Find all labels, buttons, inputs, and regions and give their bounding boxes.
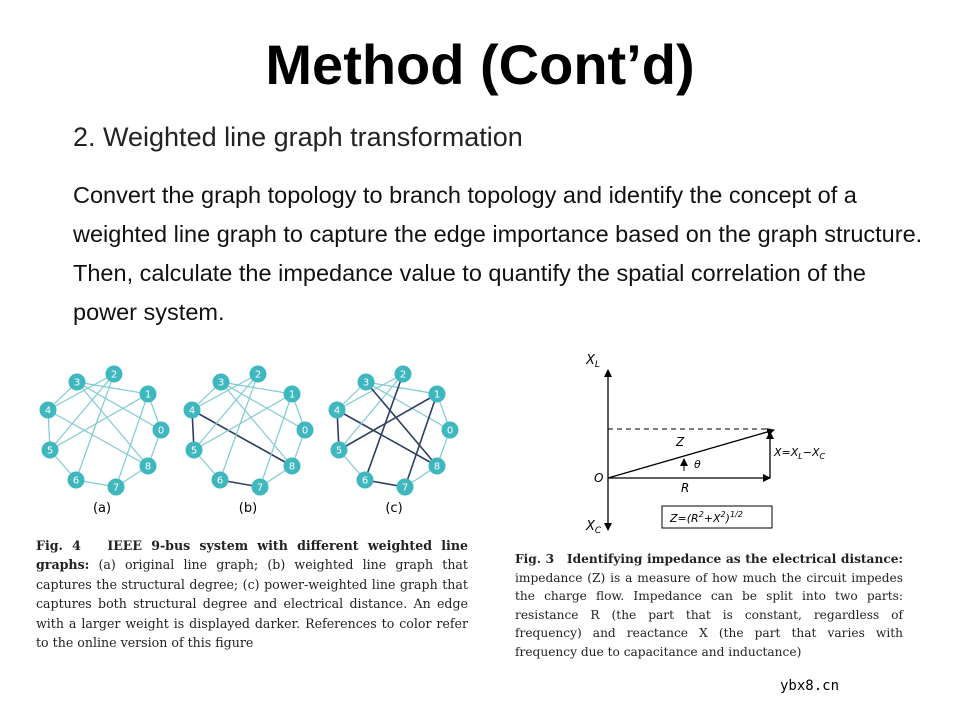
section-subtitle: 2. Weighted line graph transformation [73, 122, 523, 152]
slide-title: Method (Cont’d) [265, 33, 695, 96]
graph-node-label: 1 [144, 389, 152, 401]
graph-node [108, 479, 125, 496]
graph-node [395, 366, 412, 383]
figure-4-caption [36, 536, 468, 652]
graph-node-label: 7 [112, 482, 120, 494]
theta-label: θ [694, 458, 701, 471]
graph-node-label: 3 [217, 377, 225, 389]
graph-node-label: 2 [399, 369, 407, 381]
graph-node-label: 6 [72, 475, 80, 487]
graph-node [106, 366, 123, 383]
graph-node-label: 3 [362, 377, 370, 389]
panel-label-b: (b) [238, 501, 258, 516]
graph-edge [260, 394, 292, 487]
graph-node-label: 0 [157, 425, 165, 437]
graph-node [284, 386, 301, 403]
graph-node [212, 472, 229, 489]
fig3-caption-text: impedance (Z) is a measure of how much the circuit impedes the charge flow. Impedance can be split into two parts: resistance R (the part that is constant, regardless of frequency) and reactance X (the part that varies with frequency due to capacitance and inductance) [515, 570, 903, 659]
graph-node-label: 4 [188, 405, 196, 417]
graph-panel-b [184, 366, 314, 496]
description-paragraph: Convert the graph topology to branch topology and identify the concept of a weighted line graph to capture the edge importance based on the graph structure. Then, calculate the impedance value to quantify the spatial correlation of the power system. [73, 182, 923, 325]
graph-edge [73, 374, 114, 480]
graph-edge [217, 374, 258, 480]
graph-node-label: 0 [446, 425, 454, 437]
graph-node-label: 8 [288, 461, 296, 473]
graph-node [252, 479, 269, 496]
graph-node-label: 7 [256, 482, 264, 494]
x-equation-label: $X=X_L-X_C$ [774, 446, 826, 461]
graph-node [153, 422, 170, 439]
graph-node [250, 366, 267, 383]
graph-node-label: 0 [301, 425, 309, 437]
graph-node-label: 3 [73, 377, 81, 389]
graph-edge [405, 394, 437, 487]
graph-node [69, 374, 86, 391]
graph-node [429, 386, 446, 403]
graph-node [331, 442, 348, 459]
watermark: ybx8.cn [780, 678, 840, 694]
graph-node [284, 458, 301, 475]
fig3-caption-title: Identifying impedance as the electrical distance: [566, 552, 903, 566]
graph-node-label: 4 [333, 405, 341, 417]
graph-node-label: 4 [44, 405, 52, 417]
graph-node [213, 374, 230, 391]
z-label: Z [676, 435, 685, 449]
graph-panel-a [40, 366, 170, 496]
graph-node [357, 472, 374, 489]
graph-edge [116, 394, 148, 487]
graph-node-label: 5 [46, 445, 54, 457]
graph-edge [339, 394, 437, 450]
origin-label: O [594, 471, 604, 485]
graph-edge [362, 374, 403, 480]
r-label: R [681, 481, 690, 495]
graph-node-label: 8 [144, 461, 152, 473]
figure-4-line-graphs [34, 362, 474, 524]
graph-panel-c [329, 366, 459, 496]
graph-node [442, 422, 459, 439]
graph-edge [50, 394, 148, 450]
graph-node-label: 6 [216, 475, 224, 487]
graph-node [42, 442, 59, 459]
graph-node-label: 2 [110, 369, 118, 381]
graph-node [358, 374, 375, 391]
graph-node [297, 422, 314, 439]
graph-node-label: 7 [401, 482, 409, 494]
panel-label-a: (a) [92, 501, 112, 516]
graph-node-label: 2 [254, 369, 262, 381]
graph-edge [194, 394, 292, 450]
figure-3-impedance-diagram [578, 348, 826, 538]
graph-node [397, 479, 414, 496]
graph-node-label: 6 [361, 475, 369, 487]
graph-node [40, 402, 57, 419]
panel-label-c: (c) [385, 501, 403, 516]
figure-3-caption [515, 550, 903, 662]
fig4-caption-title: IEEE 9-bus system with different weighted line graphs: [36, 538, 468, 573]
graph-node-label: 8 [433, 461, 441, 473]
graph-node-label: 1 [433, 389, 441, 401]
fig3-caption-label: Fig. 3 [515, 552, 555, 566]
xc-label: $X_C$ [586, 519, 602, 536]
graph-node-label: 5 [335, 445, 343, 457]
z-vector [608, 430, 774, 478]
graph-node-label: 5 [190, 445, 198, 457]
graph-node [140, 386, 157, 403]
fig4-caption-text: (a) original line graph; (b) weighted line graph that captures the structural degree; (c) power-weighted line graph that captures both structural degree and electrical distance. An edge with a larger weight is displayed darker. References to color refer to the online version of this figure [36, 557, 468, 651]
graph-node [68, 472, 85, 489]
graph-node-label: 1 [288, 389, 296, 401]
impedance-formula: $Z=(R^2+X^2)^{1/2}$ [670, 510, 743, 525]
graph-node [184, 402, 201, 419]
fig4-caption-label: Fig. 4 [36, 538, 81, 553]
graph-node [329, 402, 346, 419]
graph-node [429, 458, 446, 475]
graph-node [186, 442, 203, 459]
xl-label: $X_L$ [586, 353, 600, 370]
graph-node [140, 458, 157, 475]
